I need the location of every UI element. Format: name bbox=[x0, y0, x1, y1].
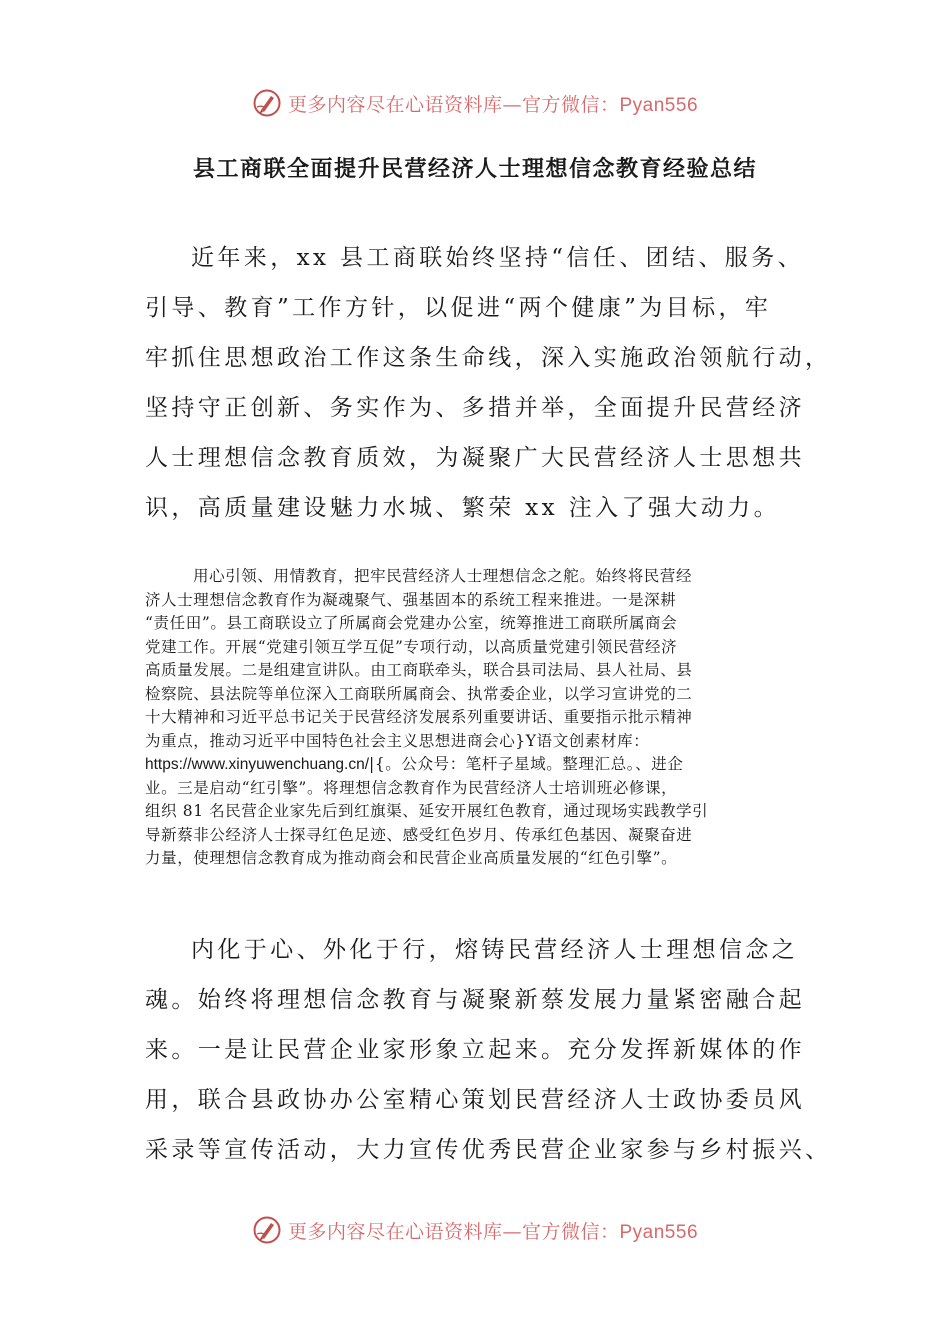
paragraph-line: 用，联合县政协办公室精心策划民营经济人士政协委员风 bbox=[145, 1087, 805, 1113]
paragraph-line-with-url bbox=[145, 753, 810, 777]
paragraph-line: 高质量发展。二是组建宣讲队。由工商联牵头，联合县司法局、县人社局、县 bbox=[145, 661, 693, 679]
paragraph-line: 力量，使理想信念教育成为推动商会和民营企业高质量发展的“红色引擎”。 bbox=[145, 849, 678, 867]
pen-nib-logo-icon bbox=[252, 88, 282, 118]
watermark-main-text: 更多内容尽在心语资料库—官方微信： bbox=[287, 93, 620, 116]
paragraph-line: 内化于心、外化于行，熔铸民营经济人士理想信念之 bbox=[191, 937, 799, 963]
paragraph-small-section bbox=[145, 565, 810, 871]
paragraph-line: 人士理想信念教育质效，为凝聚广大民营经济人士思想共 bbox=[145, 445, 805, 471]
source-url-text: https://www.xinyuwenchuang.cn/ bbox=[145, 756, 370, 773]
paragraph-line: 近年来，xx 县工商联始终坚持“信任、团结、服务、 bbox=[191, 245, 805, 271]
paragraph-line: 魂。始终将理想信念教育与凝聚新蔡发展力量紧密融合起 bbox=[145, 987, 805, 1013]
document-title: 县工商联全面提升民营经济人士理想信念教育经验总结 bbox=[192, 157, 757, 182]
watermark-text bbox=[288, 90, 698, 117]
paragraph-line: 识，高质量建设魅力水城、繁荣 xx 注入了强大动力。 bbox=[145, 495, 780, 521]
paragraph-line: 坚持守正创新、务实作为、多措并举，全面提升民营经济 bbox=[145, 395, 805, 421]
paragraph-line: 党建工作。开展“党建引领互学互促”专项行动，以高质量党建引领民营经济 bbox=[145, 637, 678, 656]
paragraph-line: 用心引领、用情教育，把牢民营经济人士理想信念之舵。始终将民营经 bbox=[193, 567, 693, 585]
header-watermark-banner bbox=[0, 83, 950, 123]
paragraph-intro bbox=[145, 233, 832, 533]
paragraph-line: 组织 81 名民营企业家先后到红旗渠、延安开展红色教育，通过现场实践教学引 bbox=[145, 802, 709, 820]
paragraph-line: 业。三是启动“红引擎”。将理想信念教育作为民营经济人士培训班必修课， bbox=[145, 778, 678, 797]
watermark-text bbox=[288, 1217, 698, 1244]
paragraph-line: 济人士理想信念教育作为凝魂聚气、强基固本的系统工程来推进。一是深耕 bbox=[145, 590, 677, 609]
watermark-main-text: 更多内容尽在心语资料库—官方微信： bbox=[287, 1220, 620, 1243]
paragraph-line: 检察院、县法院等单位深入工商联所属商会、执常委企业，以学习宣讲党的二 bbox=[145, 684, 693, 703]
paragraph-line: 牢抓住思想政治工作这条生命线，深入实施政治领航行动， bbox=[145, 345, 832, 371]
paragraph-line: 采录等宣传活动，大力宣传优秀民营企业家参与乡村振兴、 bbox=[145, 1137, 832, 1163]
watermark-wechat-id: Pyan556 bbox=[619, 1221, 699, 1243]
url-tail-text: |{。公众号：笔杆子星域。整理汇总。、进企 bbox=[369, 755, 684, 773]
paragraph-internalize bbox=[145, 925, 832, 1175]
footer-watermark-banner bbox=[0, 1210, 950, 1250]
pen-nib-logo-icon bbox=[252, 1215, 282, 1245]
paragraph-line: 十大精神和习近平总书记关于民营经济发展系列重要讲话、重要指示批示精神 bbox=[145, 708, 693, 726]
paragraph-line: 导新蔡非公经济人士探寻红色足迹、感受红色岁月、传承红色基因、凝聚奋进 bbox=[145, 825, 693, 844]
paragraph-line: 引导、教育”工作方针，以促进“两个健康”为目标，牢 bbox=[145, 295, 772, 321]
paragraph-line: 来。一是让民营企业家形象立起来。充分发挥新媒体的作 bbox=[145, 1037, 805, 1063]
watermark-wechat-id: Pyan556 bbox=[619, 94, 699, 116]
paragraph-line: “责任田”。县工商联设立了所属商会党建办公室，统筹推进工商联所属商会 bbox=[145, 614, 678, 632]
paragraph-line: 为重点，推动习近平中国特色社会主义思想进商会心}Y语文创素材库： bbox=[145, 731, 650, 750]
